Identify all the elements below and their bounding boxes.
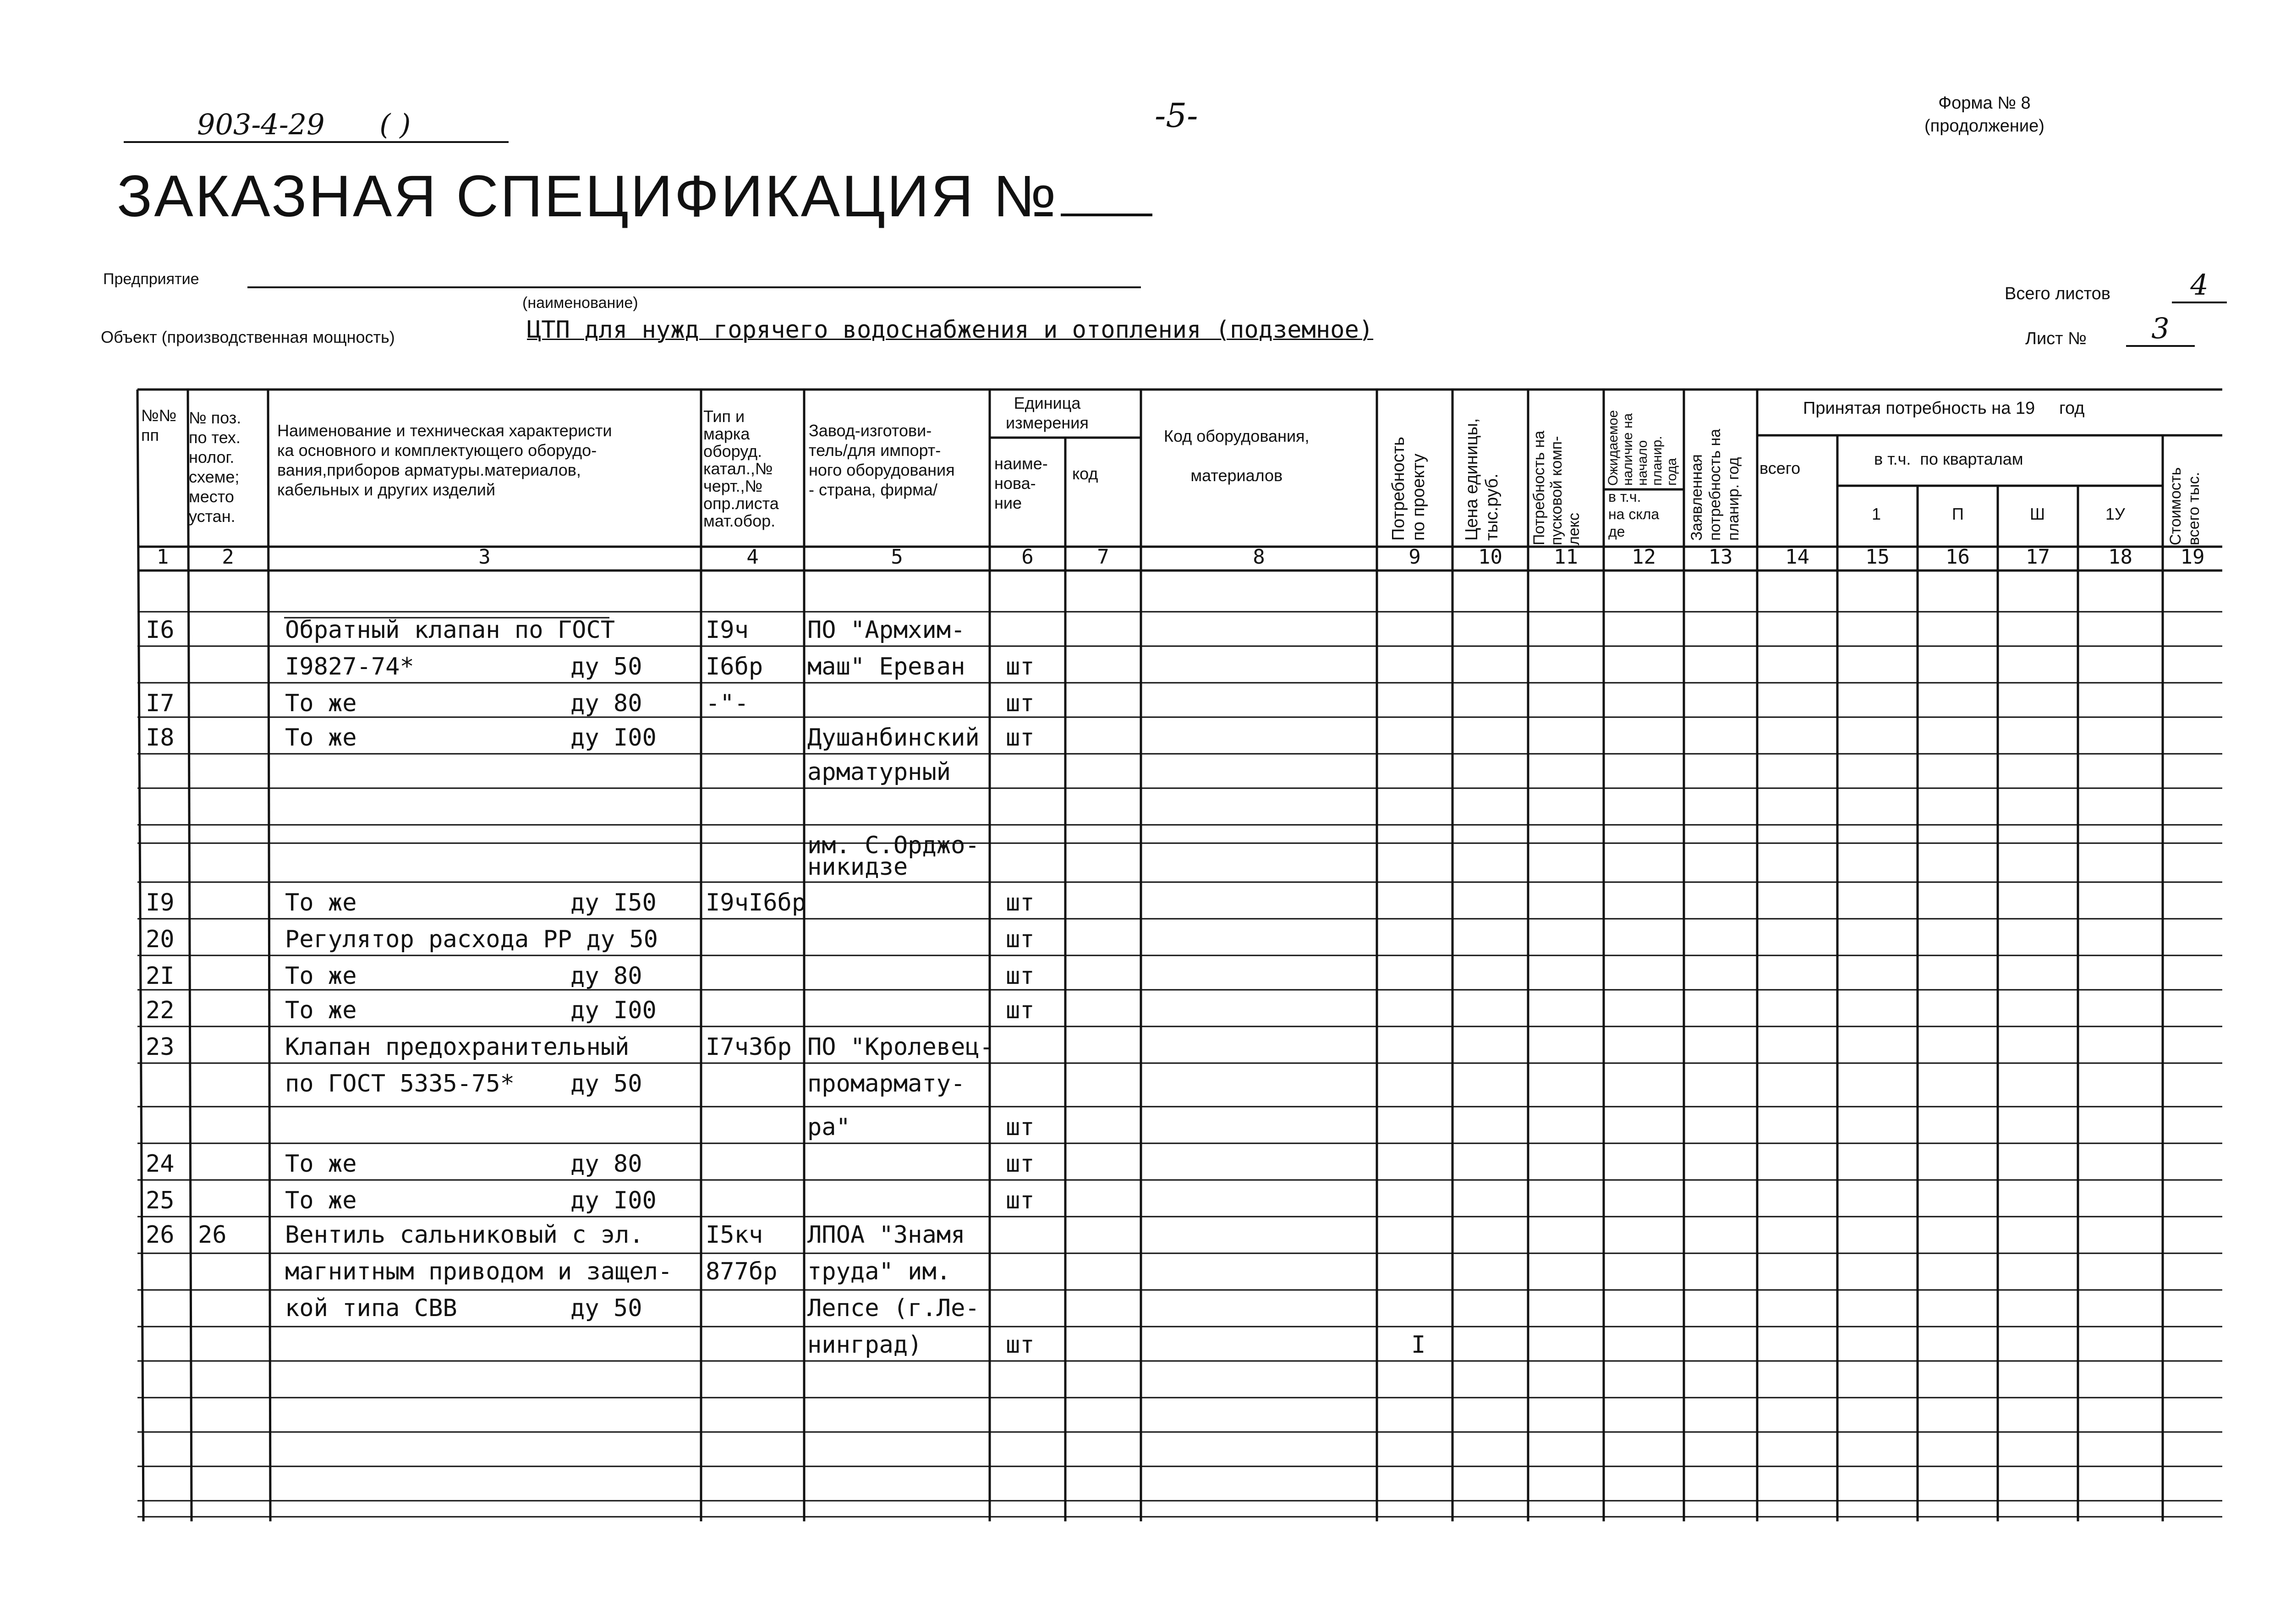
row-name: I9827-74* xyxy=(285,653,414,680)
header-col-10: Цена единицы, тыс.руб. xyxy=(1462,418,1502,541)
row-manufacturer: им. С.Орджо- xyxy=(807,832,980,859)
row-unit: шт xyxy=(1006,653,1035,680)
row-number: I9 xyxy=(146,889,175,916)
header-accepted-group: Принятая потребность на 19 год xyxy=(1803,399,2085,418)
header-q4: 1У xyxy=(2105,505,2125,523)
row-number: 23 xyxy=(146,1033,175,1061)
header-col-19: Стоимость всего тыс. xyxy=(2167,467,2203,545)
total-sheets-value: 4 xyxy=(2172,268,2227,303)
row-name: кой типа СВВ xyxy=(285,1295,457,1322)
row-number: 25 xyxy=(146,1187,175,1214)
header-col-5: Завод-изготови- тель/для импорт- ного оборудования - страна, фирма/ xyxy=(809,421,955,499)
header-col-12-expected: Ожидаемое наличие на начало планир. года xyxy=(1606,410,1679,486)
row-name: Обратный клапан по ГОСТ xyxy=(285,616,615,644)
column-number: 3 xyxy=(478,545,491,569)
enterprise-line xyxy=(247,282,1141,288)
row-unit: шт xyxy=(1006,1114,1035,1141)
column-number: 8 xyxy=(1253,545,1265,569)
row-name: То же xyxy=(285,724,357,752)
header-unit-group: Единица измерения xyxy=(1006,394,1089,432)
row-manufacturer: Лепсе (г.Ле- xyxy=(807,1295,980,1322)
header-col-8: Код оборудования, материалов xyxy=(1164,427,1310,485)
form-label xyxy=(1924,92,2044,137)
row-nominal-size: ду I00 xyxy=(570,1187,657,1214)
row-nominal-size: ду 80 xyxy=(570,962,642,990)
row-unit: шт xyxy=(1006,724,1035,752)
row-manufacturer: арматурный xyxy=(807,758,951,786)
row-nominal-size: ду 50 xyxy=(570,1295,642,1322)
header-col-12-stock: в т.ч. на скла де xyxy=(1608,488,1660,540)
header-quarters-group: в т.ч. по кварталам xyxy=(1874,450,2023,468)
row-name: То же xyxy=(285,1150,357,1178)
row-unit: шт xyxy=(1006,889,1035,916)
column-number: 16 xyxy=(1946,545,1970,569)
header-col-6: наиме- нова- ние xyxy=(994,454,1048,512)
row-nominal-size: ду I50 xyxy=(570,889,657,916)
row-number: 24 xyxy=(146,1150,175,1178)
header-q3: Ш xyxy=(2030,505,2045,523)
row-type: I9ч xyxy=(706,616,749,644)
row-number: 20 xyxy=(146,926,175,953)
row-unit: шт xyxy=(1006,690,1035,717)
object-value: ЦТП для нужд горячего водоснабжения и отопления (подземное) xyxy=(527,316,1374,344)
row-unit: шт xyxy=(1006,1331,1035,1359)
row-position: 26 xyxy=(198,1221,227,1249)
row-nominal-size: ду 50 xyxy=(570,653,642,680)
enterprise-label: Предприятие xyxy=(103,270,199,288)
row-unit: шт xyxy=(1006,1150,1035,1178)
row-unit: шт xyxy=(1006,962,1035,990)
header-col-1: №№ пп xyxy=(141,406,177,444)
row-number: I6 xyxy=(146,616,175,644)
column-number: 7 xyxy=(1097,545,1109,569)
row-manufacturer: нинград) xyxy=(807,1331,922,1359)
row-project-need: I xyxy=(1411,1331,1426,1359)
object-label: Объект (производственная мощность) xyxy=(101,328,395,346)
row-nominal-size: ду I00 xyxy=(570,997,657,1024)
row-nominal-size: ду 80 xyxy=(570,1150,642,1178)
row-number: I8 xyxy=(146,724,175,752)
row-number: 22 xyxy=(146,997,175,1024)
header-col-7: код xyxy=(1072,464,1098,483)
row-type: 877бр xyxy=(706,1258,778,1285)
header-col-9: Потребность по проекту xyxy=(1389,437,1428,541)
row-name: по ГОСТ 5335-75* xyxy=(285,1070,515,1097)
sheet-number-value: 3 xyxy=(2126,312,2195,347)
row-name: То же xyxy=(285,1187,357,1214)
sheet-number-label: Лист № xyxy=(2025,329,2087,348)
column-number: 9 xyxy=(1409,545,1421,569)
header-q2: П xyxy=(1952,505,1964,523)
row-nominal-size: ду I00 xyxy=(570,724,657,752)
page-number: -5- xyxy=(1155,96,1198,135)
row-name: Регулятор расхода РР ду 50 xyxy=(285,926,658,953)
document-code: 903-4-29 ( ) xyxy=(124,108,509,143)
row-type: I9чI6бр xyxy=(706,889,806,916)
row-nominal-size: ду 50 xyxy=(570,1070,642,1097)
column-number: 10 xyxy=(1478,545,1502,569)
header-col-3: Наименование и техническая характеристи ка основного и комплектующего оборудо- вания,приборов арматуры.материалов, кабельных и других изделий xyxy=(277,421,612,499)
row-type: I5кч xyxy=(706,1221,763,1249)
header-col-14: всего xyxy=(1759,459,1801,477)
row-manufacturer: ПО "Кролевец- xyxy=(807,1033,994,1061)
row-manufacturer: Душанбинский xyxy=(807,724,980,752)
row-manufacturer: никидзе xyxy=(807,853,908,881)
column-number: 18 xyxy=(2108,545,2132,569)
row-name: То же xyxy=(285,997,357,1024)
row-number: 2I xyxy=(146,962,175,990)
row-manufacturer: промармату- xyxy=(807,1070,965,1097)
column-number: 6 xyxy=(1021,545,1034,569)
row-manufacturer: маш" Ереван xyxy=(807,653,965,680)
column-number: 1 xyxy=(156,545,169,569)
row-manufacturer: ПО "Армхим- xyxy=(807,616,965,644)
row-type: I6бр xyxy=(706,653,763,680)
header-col-11: Потребность на пусковой комп- лекс xyxy=(1530,430,1583,545)
row-name: То же xyxy=(285,889,357,916)
header-q1: 1 xyxy=(1872,505,1881,523)
column-number: 11 xyxy=(1554,545,1578,569)
row-nominal-size: ду 80 xyxy=(570,690,642,717)
column-number: 19 xyxy=(2180,545,2205,569)
row-unit: шт xyxy=(1006,926,1035,953)
row-unit: шт xyxy=(1006,997,1035,1024)
row-name: Клапан предохранительный xyxy=(285,1033,630,1061)
enterprise-caption: (наименование) xyxy=(522,294,638,312)
header-col-4: Тип и марка оборуд. катал.,№ черт.,№ опр.листа мат.обор. xyxy=(703,407,779,530)
column-number: 17 xyxy=(2026,545,2050,569)
row-number: I7 xyxy=(146,690,175,717)
row-name: То же xyxy=(285,962,357,990)
form-continuation: (продолжение) xyxy=(1924,116,2044,136)
column-number: 4 xyxy=(746,545,759,569)
row-manufacturer: ЛПОА "Знамя xyxy=(807,1221,965,1249)
column-number: 14 xyxy=(1785,545,1809,569)
header-col-13: Заявленная потребность на планир. год xyxy=(1688,428,1742,541)
row-number: 26 xyxy=(146,1221,175,1249)
row-unit: шт xyxy=(1006,1187,1035,1214)
form-number: Форма № 8 xyxy=(1938,93,2031,113)
column-number: 2 xyxy=(222,545,234,569)
column-number: 12 xyxy=(1632,545,1656,569)
page-title: ЗАКАЗНАЯ СПЕЦИФИКАЦИЯ № xyxy=(117,163,1152,230)
column-number: 13 xyxy=(1708,545,1733,569)
row-manufacturer: ра" xyxy=(807,1114,850,1141)
row-name: То же xyxy=(285,690,357,717)
row-name: Вентиль сальниковый с эл. xyxy=(285,1221,644,1249)
column-number: 5 xyxy=(891,545,903,569)
header-col-2: № поз. по тех. нолог. схеме; место устан. xyxy=(189,408,241,526)
row-name: магнитным приводом и защел- xyxy=(285,1258,673,1285)
row-type: I7ч3бр xyxy=(706,1033,792,1061)
row-type: -"- xyxy=(706,690,749,717)
column-number: 15 xyxy=(1865,545,1890,569)
total-sheets-label: Всего листов xyxy=(2005,284,2110,303)
row-manufacturer: труда" им. xyxy=(807,1258,951,1285)
